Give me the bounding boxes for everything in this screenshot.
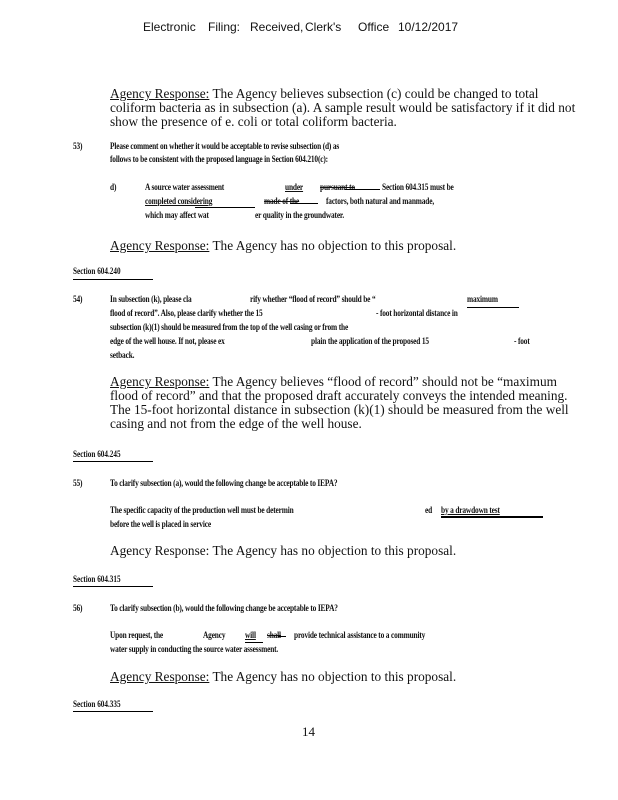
question-text: In subsection (k), please cla: [110, 294, 192, 304]
section-heading: Section 604.245: [73, 449, 121, 459]
response-line: coliform bacteria as in subsection (a). A sample result would be satisfactory if it did not: [110, 100, 576, 115]
response-text: The Agency has no objection to this proposal.: [212, 238, 457, 253]
question-text: flood of record”. Also, please clarify whether the 15: [110, 308, 263, 318]
proposed-text: Upon request, the: [110, 630, 164, 640]
response-label: Agency Response:: [110, 86, 210, 101]
agency-response-3: [110, 375, 557, 389]
proposed-text: Section 604.315 must be: [382, 182, 454, 192]
response-text: The Agency believes subsection (c) could be changed to total: [212, 86, 539, 101]
question-text: maximum: [467, 294, 498, 304]
header-received: Received,: [250, 20, 304, 34]
proposed-text: factors, both natural and manmade,: [326, 196, 435, 206]
proposed-text: which may affect wat: [145, 210, 209, 220]
strike-line: [278, 636, 286, 637]
agency-response-1: [110, 87, 538, 101]
proposed-text: before the well is placed in service: [110, 519, 211, 529]
section-underline: [73, 711, 153, 712]
header-office: Office: [358, 20, 390, 34]
section-heading: Section 604.240: [73, 266, 121, 276]
page-number: 14: [302, 724, 315, 739]
response-text: The Agency has no objection to this proposal.: [212, 543, 457, 558]
question-text: To clarify subsection (a), would the following change be acceptable to IEPA?: [110, 478, 338, 488]
header-electronic: Electronic: [143, 20, 196, 34]
question-text: setback.: [110, 350, 135, 360]
response-label: Agency Response:: [110, 543, 210, 558]
underline: [467, 307, 519, 308]
proposed-text: er quality in the groundwater.: [255, 210, 345, 220]
proposed-text: water supply in conducting the source water assessment.: [110, 644, 279, 654]
response-line: show the presence of e. coli or total coliform bacteria.: [110, 114, 397, 129]
section-underline: [73, 279, 153, 280]
inserted-text: will: [245, 630, 256, 640]
underline: [441, 516, 543, 518]
question-text: - foot horizontal distance in: [376, 308, 458, 318]
question-number: 53): [73, 141, 83, 151]
proposed-text: The specific capacity of the production well must be determin: [110, 505, 294, 515]
deleted-text: pursuant to: [320, 182, 355, 192]
subsection-label: d): [110, 182, 117, 192]
section-underline: [73, 461, 153, 462]
response-label: Agency Response:: [110, 374, 210, 389]
response-text: The Agency has no objection to this proposal.: [212, 669, 457, 684]
question-text: edge of the well house. If not, please ex: [110, 336, 225, 346]
question-text: rify whether “flood of record” should be “: [250, 294, 376, 304]
question-number: 55): [73, 478, 83, 488]
response-line: The 15-foot horizontal distance in subsection (k)(1) should be measured from the well: [110, 402, 569, 417]
agency-response-5: [110, 670, 456, 684]
strike-line: [345, 189, 380, 190]
agency-response-2: [110, 239, 456, 253]
question-text: plain the application of the proposed 15: [311, 336, 429, 346]
strike-line: [290, 203, 318, 204]
response-line: casing and not from the edge of the well house.: [110, 416, 362, 431]
response-text: The Agency believes “flood of record” should not be “maximum: [212, 374, 557, 389]
header-clerks: Clerk's: [305, 20, 342, 34]
underline: [195, 207, 255, 208]
question-text: subsection (k)(1) should be measured from the top of the well casing or from the: [110, 322, 349, 332]
question-text: To clarify subsection (b), would the following change be acceptable to IEPA?: [110, 603, 338, 613]
question-number: 56): [73, 603, 83, 613]
proposed-text: provide technical assistance to a community: [294, 630, 426, 640]
inserted-text: by a drawdown test: [441, 505, 500, 515]
header-date: 10/12/2017: [398, 20, 459, 34]
header-filing: Filing:: [208, 20, 241, 34]
agency-response-4: [110, 544, 456, 558]
inserted-text: completed considering: [145, 196, 213, 206]
proposed-text: ed: [425, 505, 433, 515]
inserted-text: under: [285, 182, 304, 192]
deleted-text: shall: [267, 630, 281, 640]
proposed-text: A source water assessment: [145, 182, 225, 192]
response-label: Agency Response:: [110, 669, 210, 684]
question-number: 54): [73, 294, 83, 304]
response-label: Agency Response:: [110, 238, 210, 253]
response-line: flood of record” and that the proposed draft accurately conveys the intended meaning.: [110, 388, 568, 403]
underline: [245, 642, 263, 643]
section-heading: Section 604.315: [73, 574, 121, 584]
proposed-text: Agency: [203, 630, 226, 640]
question-text: Please comment on whether it would be acceptable to revise subsection (d) as: [110, 141, 340, 151]
question-text: - foot: [514, 336, 530, 346]
deleted-text: made of the: [264, 196, 300, 206]
section-heading: Section 604.335: [73, 699, 121, 709]
question-text: follows to be consistent with the proposed language in Section 604.210(c):: [110, 154, 328, 164]
section-underline: [73, 586, 153, 587]
